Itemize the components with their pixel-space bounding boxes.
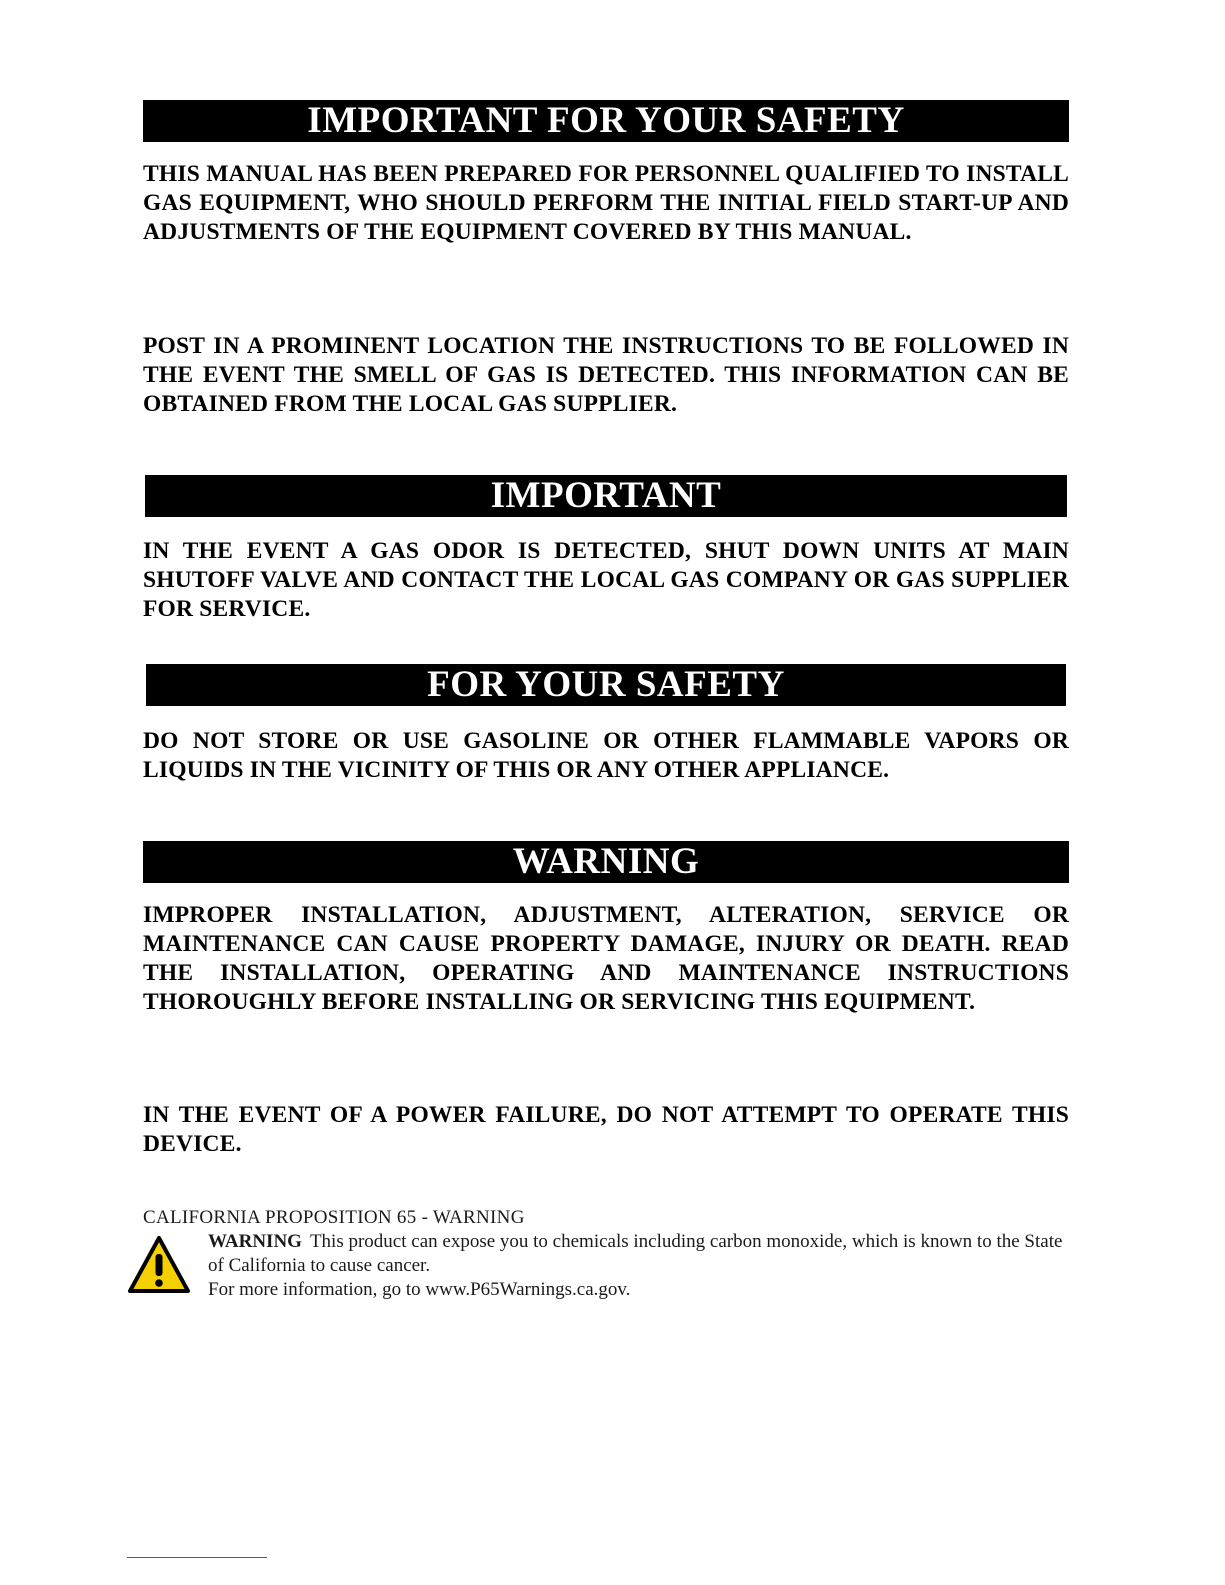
prop65-statement: [208, 1230, 1070, 1278]
prop65-warning-text: This product can expose you to chemicals including carbon monoxide, which is known to the State of California to cause cancer.: [208, 1231, 1063, 1276]
prop65-more-info: For more information, go to www.P65Warnings.ca.gov.: [208, 1279, 631, 1300]
paragraph-manual-qualified-personnel: THIS MANUAL HAS BEEN PREPARED FOR PERSONNEL QUALIFIED TO INSTALL GAS EQUIPMENT, WHO SHOULD PERFORM THE INITIAL FIELD START-UP AND ADJUSTMENTS OF THE EQUIPMENT COVERED BY THIS MANUAL.: [143, 161, 1069, 245]
paragraph-gas-odor: IN THE EVENT A GAS ODOR IS DETECTED, SHUT DOWN UNITS AT MAIN SHUTOFF VALVE AND CONTACT THE LOCAL GAS COMPANY OR GAS SUPPLIER FOR SERVICE.: [143, 538, 1069, 622]
prop65-title: CALIFORNIA PROPOSITION 65 - WARNING: [143, 1207, 525, 1228]
paragraph-improper-installation: IMPROPER INSTALLATION, ADJUSTMENT, ALTERATION, SERVICE OR MAINTENANCE CAN CAUSE PROPERTY DAMAGE, INJURY OR DEATH. READ THE INSTALLATION, OPERATING AND MAINTENANCE INSTRUCTIONS THOROUGHLY BEFORE INSTALLING OR SERVICING THIS EQUIPMENT.: [143, 902, 1069, 1015]
banner-important-for-your-safety: IMPORTANT FOR YOUR SAFETY: [143, 100, 1069, 142]
banner-important: IMPORTANT: [145, 475, 1067, 517]
prop65-warning-body: [208, 1230, 1070, 1302]
prop65-warning-label: WARNING: [208, 1231, 302, 1252]
banner-warning: WARNING: [143, 841, 1069, 883]
banner-for-your-safety: FOR YOUR SAFETY: [146, 664, 1066, 706]
footer-rule: [127, 1557, 267, 1558]
warning-triangle-icon: [127, 1234, 191, 1296]
paragraph-post-instructions: POST IN A PROMINENT LOCATION THE INSTRUCTIONS TO BE FOLLOWED IN THE EVENT THE SMELL OF GAS IS DETECTED. THIS INFORMATION CAN BE OBTAINED FROM THE LOCAL GAS SUPPLIER.: [143, 333, 1069, 417]
paragraph-flammable-vapors: DO NOT STORE OR USE GASOLINE OR OTHER FLAMMABLE VAPORS OR LIQUIDS IN THE VICINITY OF THIS OR ANY OTHER APPLIANCE.: [143, 728, 1069, 783]
paragraph-power-failure: IN THE EVENT OF A POWER FAILURE, DO NOT ATTEMPT TO OPERATE THIS DEVICE.: [143, 1102, 1069, 1157]
